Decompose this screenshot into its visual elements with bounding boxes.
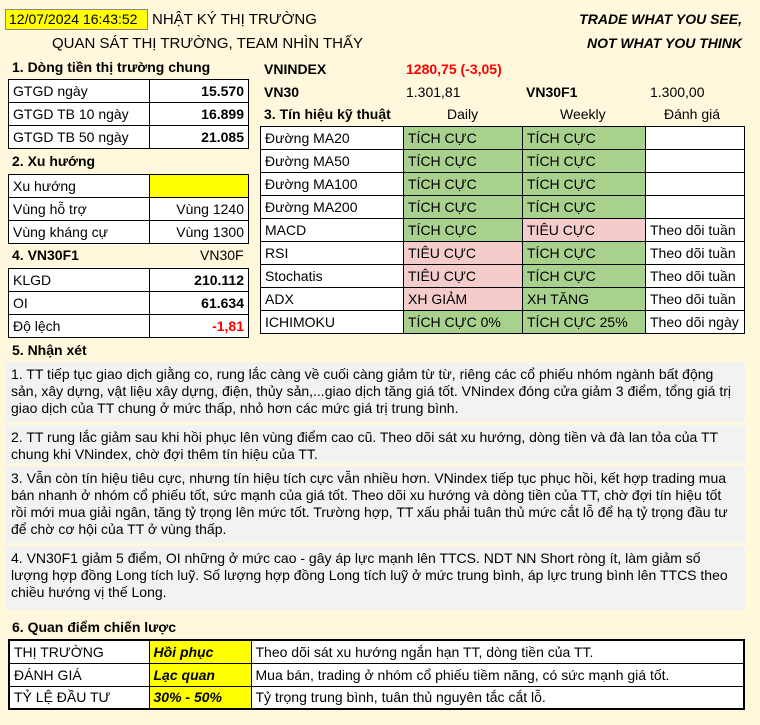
section-4-title: 4. VN30F1 <box>12 247 79 263</box>
signal-eval <box>646 196 745 219</box>
signal-name: RSI <box>261 242 404 265</box>
resistance-label: Vùng kháng cự <box>9 221 150 244</box>
table-row <box>261 127 745 150</box>
strategy-table <box>8 639 745 710</box>
trend-label: Xu hướng <box>9 175 150 198</box>
note-item: 3. Vẫn còn tín hiệu tiêu cực, nhưng tín hiệu tích cực vẫn nhiều hơn. VNindex tiếp tục phục hồi, kết hợp trading mua bán nhanh ở nhóm cổ phiếu tốt, sức mạnh của giá tốt. Theo dõi xu hướng và dòng tiền của TT, chờ đợi tín hiệu tốt rồi mới mua giải ngân, tăng tỷ trọng lên mức tốt. Trường hợp, TT xấu phải tuân thủ mức cắt lỗ để hạ tỷ trọng đầu tư để chờ cơ hội của TT ở vùng thấp. <box>5 466 745 546</box>
table-row <box>9 126 249 149</box>
trend-value <box>150 175 249 198</box>
signal-name: Đường MA100 <box>261 173 404 196</box>
strategy-value: 30% - 50% <box>149 686 251 709</box>
table-row <box>261 242 745 265</box>
slogan-line-1: TRADE WHAT YOU SEE, <box>579 11 742 27</box>
vn30f1-value: 1.300,00 <box>650 84 705 100</box>
signal-name: MACD <box>261 219 404 242</box>
vn30f1-label: VN30F1 <box>526 84 578 100</box>
notes-list <box>5 362 745 610</box>
row-label: GTGD ngày <box>9 80 150 103</box>
table-row <box>261 150 745 173</box>
trend-table <box>8 174 249 244</box>
row-value: 61.634 <box>150 292 249 315</box>
signal-name: ADX <box>261 288 404 311</box>
signal-name: Đường MA200 <box>261 196 404 219</box>
signal-weekly: TÍCH CỰC <box>523 150 646 173</box>
resistance-value: Vùng 1300 <box>150 221 249 244</box>
signal-name: Đường MA50 <box>261 150 404 173</box>
table-row <box>9 686 744 709</box>
strategy-desc: Tỷ trọng trung bình, tuân thủ nguyên tắc cắt lỗ. <box>251 686 744 709</box>
strategy-label: THỊ TRƯỜNG <box>9 640 149 663</box>
table-row <box>9 640 744 663</box>
table-row <box>261 288 745 311</box>
section-2-title: 2. Xu hướng <box>12 153 96 169</box>
row-label: KLGD <box>9 269 150 292</box>
slogan-line-2: NOT WHAT YOU THINK <box>586 35 742 51</box>
table-row <box>9 315 249 338</box>
table-row <box>261 196 745 219</box>
table-row <box>9 80 249 103</box>
signal-daily: TÍCH CỰC <box>404 196 523 219</box>
futures-table <box>8 268 249 338</box>
section-1-title: 1. Dòng tiền thị trường chung <box>12 59 211 75</box>
signal-name: Stochatis <box>261 265 404 288</box>
signal-name: ICHIMOKU <box>261 311 404 334</box>
signal-eval <box>646 127 745 150</box>
section-6-title: 6. Quan điểm chiến lược <box>12 619 177 635</box>
cashflow-table <box>8 79 249 149</box>
futures-code: VN30F <box>200 247 244 263</box>
signal-daily: TÍCH CỰC <box>404 173 523 196</box>
note-item: 1. TT tiếp tục giao dịch giằng co, rung lắc càng về cuối càng giảm từ từ, riêng các cổ phiếu nhóm ngành bất động sản, xây dựng, vật liệu xây dựng, điện, thủy sản,...giao dịch tăng giá tốt. VNindex đóng cửa giảm 3 điểm, tổng giá trị giao dịch của TT chung ở mức thấp, nhỏ hơn các mức giá trị trung bình. <box>5 362 745 425</box>
strategy-value: Hồi phục <box>149 640 251 663</box>
col-weekly: Weekly <box>560 106 606 122</box>
signal-eval: Theo dõi tuần <box>646 265 745 288</box>
table-row <box>9 198 249 221</box>
signal-daily: TÍCH CỰC <box>404 150 523 173</box>
report-datetime: 12/07/2024 16:43:52 <box>5 9 148 30</box>
strategy-desc: Theo dõi sát xu hướng ngắn hạn TT, dòng tiền của TT. <box>251 640 744 663</box>
signal-eval: Theo dõi tuần <box>646 242 745 265</box>
signal-daily: TÍCH CỰC <box>404 219 523 242</box>
signal-eval: Theo dõi ngày <box>646 311 745 334</box>
signal-eval <box>646 173 745 196</box>
signal-weekly: TÍCH CỰC <box>523 265 646 288</box>
row-value: 16.899 <box>150 103 249 126</box>
report-title: NHẬT KÝ THỊ TRƯỜNG <box>152 11 317 28</box>
table-row <box>261 265 745 288</box>
row-value: 15.570 <box>150 80 249 103</box>
signal-weekly: TÍCH CỰC <box>523 173 646 196</box>
table-row <box>261 219 745 242</box>
signal-weekly: TÍCH CỰC <box>523 242 646 265</box>
table-row <box>9 175 249 198</box>
signal-weekly: TÍCH CỰC <box>523 127 646 150</box>
signal-daily: TIÊU CỰC <box>404 265 523 288</box>
vnindex-label: VNINDEX <box>264 61 327 77</box>
signal-daily: TÍCH CỰC <box>404 127 523 150</box>
signal-weekly: TÍCH CỰC <box>523 196 646 219</box>
row-label: GTGD TB 50 ngày <box>9 126 150 149</box>
row-label: OI <box>9 292 150 315</box>
signal-daily: TÍCH CỰC 0% <box>404 311 523 334</box>
section-5-title: 5. Nhận xét <box>12 342 87 358</box>
vnindex-value: 1280,75 (-3,05) <box>406 61 502 77</box>
col-daily: Daily <box>447 106 479 122</box>
signal-daily: TIÊU CỰC <box>404 242 523 265</box>
support-value: Vùng 1240 <box>150 198 249 221</box>
signal-name: Đường MA20 <box>261 127 404 150</box>
strategy-value: Lạc quan <box>149 663 251 686</box>
strategy-desc: Mua bán, trading ở nhóm cổ phiếu tiềm năng, có sức mạnh giá tốt. <box>251 663 744 686</box>
signal-weekly: XH TĂNG <box>523 288 646 311</box>
note-item: 2. TT rung lắc giảm sau khi hồi phục lên vùng điểm cao cũ. Theo dõi sát xu hướng, dòng tiền và đà lan tỏa của TT chung khi VNindex, chờ đợi thêm tín hiệu của TT. <box>5 425 745 466</box>
signals-table <box>260 126 745 334</box>
row-label: Độ lệch <box>9 315 150 338</box>
note-item: 4. VN30F1 giảm 5 điểm, OI những ở mức cao - gây áp lực mạnh lên TTCS. NDT NN Short ròng ít, làm giảm số lượng hợp đồng Long tích luỹ. Số lượng hợp đồng Long tích luỹ ở mức trung bình, áp lực trung bình lên TTCS theo chiều hướng vị thế Long. <box>11 550 728 600</box>
row-value: 21.085 <box>150 126 249 149</box>
row-value: -1,81 <box>150 315 249 338</box>
signal-weekly: TIÊU CỰC <box>523 219 646 242</box>
col-eval: Đánh giá <box>664 106 721 122</box>
support-label: Vùng hỗ trợ <box>9 198 150 221</box>
table-row <box>9 269 249 292</box>
row-value: 210.112 <box>150 269 249 292</box>
report-subtitle: QUAN SÁT THỊ TRƯỜNG, TEAM NHÌN THẤY <box>52 35 363 52</box>
table-row <box>9 103 249 126</box>
strategy-label: TỶ LỆ ĐẦU TƯ <box>9 686 149 709</box>
row-label: GTGD TB 10 ngày <box>9 103 150 126</box>
signal-eval <box>646 150 745 173</box>
table-row <box>9 663 744 686</box>
signal-daily: XH GIẢM <box>404 288 523 311</box>
table-row <box>261 173 745 196</box>
strategy-label: ĐÁNH GIÁ <box>9 663 149 686</box>
table-row <box>9 292 249 315</box>
table-row <box>9 221 249 244</box>
signal-eval: Theo dõi tuần <box>646 288 745 311</box>
table-row <box>261 311 745 334</box>
vn30-label: VN30 <box>264 84 300 100</box>
vn30-value: 1.301,81 <box>406 84 461 100</box>
signal-weekly: TÍCH CỰC 25% <box>523 311 646 334</box>
signal-eval: Theo dõi tuần <box>646 219 745 242</box>
section-3-title: 3. Tín hiệu kỹ thuật <box>264 106 391 122</box>
